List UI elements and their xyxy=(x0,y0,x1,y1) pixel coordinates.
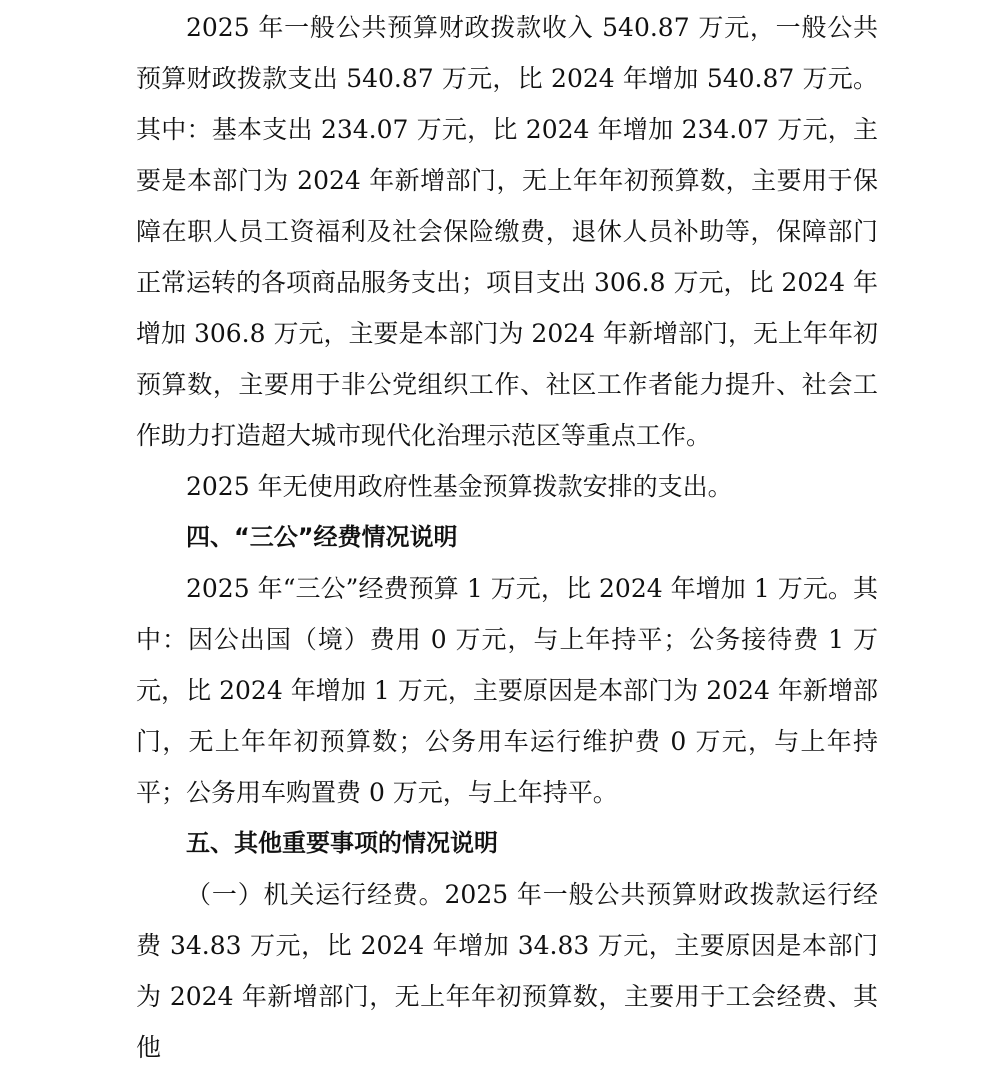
section-heading-other-matters: 五、其他重要事项的情况说明 xyxy=(186,829,498,857)
section-heading-three-public-expenses: 四、“三公”经费情况说明 xyxy=(186,523,458,551)
paragraph-operating-expenses: （一）机关运行经费。2025 年一般公共预算财政拨款运行经费 34.83 万元，比 2024 年增加 34.83 万元，主要原因是本部门为 2024 年新增部门，无上年年初预算数，主要用于工会经费、其他 xyxy=(136,880,878,1062)
paragraph-three-public-expenses: 2025 年“三公”经费预算 1 万元，比 2024 年增加 1 万元。其中：因公出国（境）费用 0 万元，与上年持平；公务接待费 1 万元，比 2024 年增加 1 万元，主要原因是本部门为 2024 年新增部门，无上年年初预算数；公务用车运行维护费 0 万元，与上年持平；公务用车购置费 0 万元，与上年持平。 xyxy=(136,574,878,807)
document-page xyxy=(136,2,878,1073)
paragraph-government-fund: 2025 年无使用政府性基金预算拨款安排的支出。 xyxy=(186,472,733,501)
paragraph-budget-funds: 2025 年一般公共预算财政拨款收入 540.87 万元，一般公共预算财政拨款支出 540.87 万元，比 2024 年增加 540.87 万元。其中：基本支出 234.07 万元，比 2024 年增加 234.07 万元，主要是本部门为 2024 年新增部门，无上年年初预算数，主要用于保障在职人员工资福利及社会保险缴费，退休人员补助等，保障部门正常运转的各项商品服务支出；项目支出 306.8 万元，比 2024 年增加 306.8 万元，主要是本部门为 2024 年新增部门，无上年年初预算数，主要用于非公党组织工作、社区工作者能力提升、社会工作助力打造超大城市现代化治理示范区等重点工作。 xyxy=(136,13,878,450)
